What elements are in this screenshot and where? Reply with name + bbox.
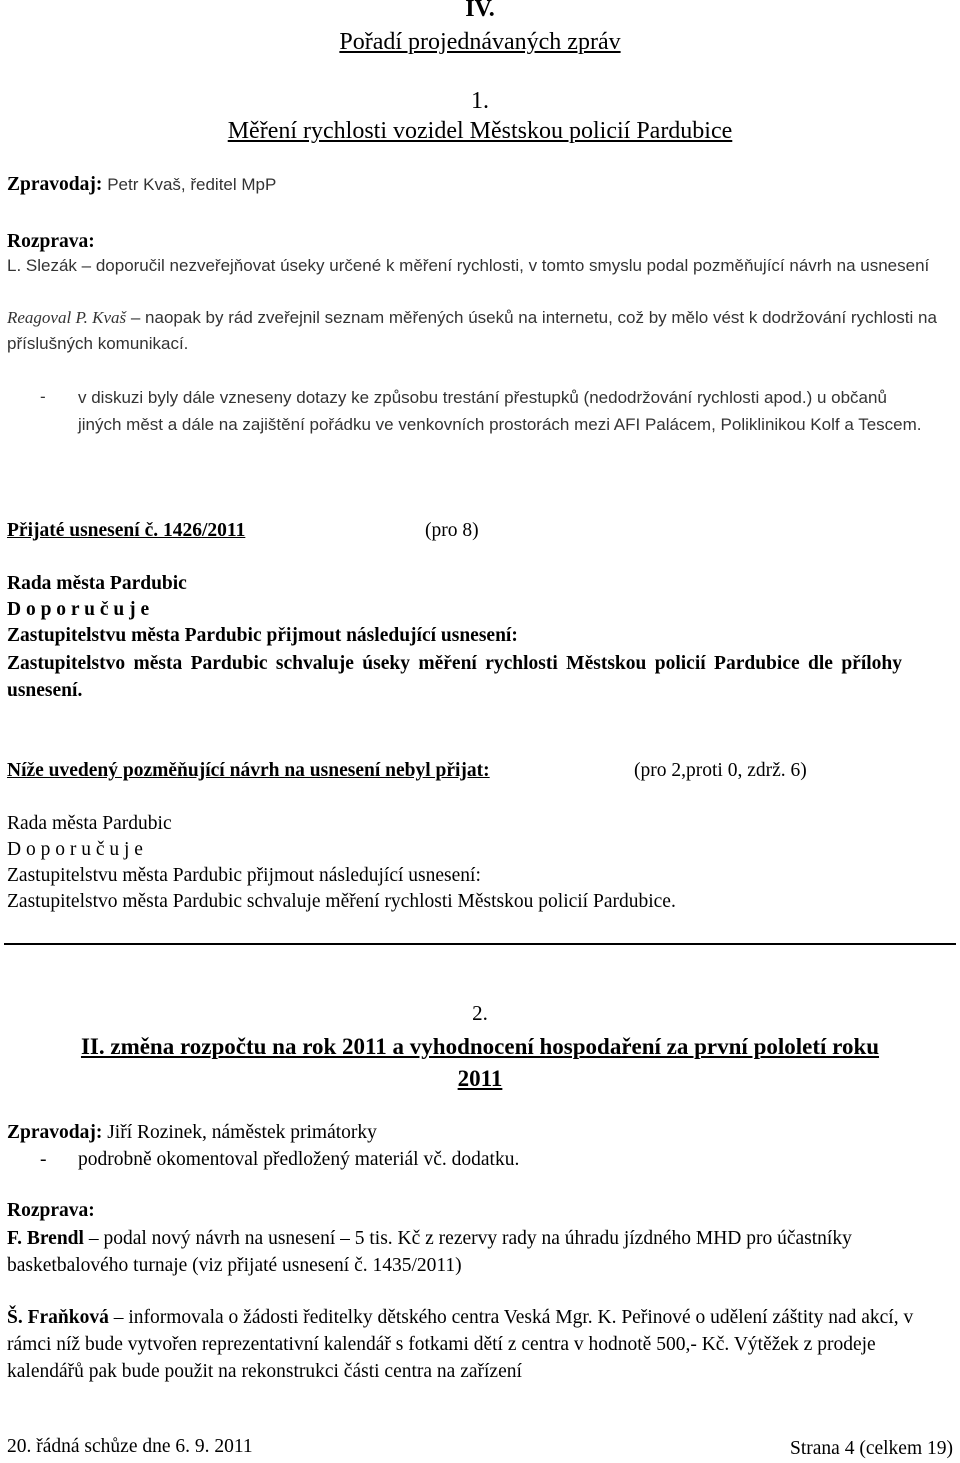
item2-reporter-row [7,1120,953,1146]
doporucuje-line-2: D o p o r u č u j e [7,839,143,860]
doporucuje-line: D o p o r u č u j e [7,599,150,620]
reporter-name-2: Jiří Rozinek, náměstek primátorky [107,1122,377,1143]
item1-title: Měření rychlosti vozidel Městskou policií Pardubice [227,118,733,144]
frankova-text: – informovala o žádosti ředitelky dětského centra Veská Mgr. K. Peřinové o udělení záštity nad akcí, v rámci níž bude vytvořen reprezentativní kalendář s fotkami dětí z centra v hodnotě 500,- Kč. Výtěžek z prodeje kalendářů pak bude použit na rekonstrukci části centra na zařízení [7,1307,914,1382]
rada-line: Rada města Pardubic [7,573,187,594]
item2-title-line2: 2011 [457,1066,503,1091]
section-number: IV. [465,0,495,22]
debate-paragraph-2 [7,305,950,357]
brendl-text: – podal nový návrh na usnesení – 5 tis. Kč z rezervy rady na úhradu jízdného MHD pro účastníky basketbalového turnaje (viz přijaté usnesení č. 1435/2011) [7,1228,852,1276]
footer-left: 20. řádná schůze dne 6. 9. 2011 [7,1436,253,1457]
bullet-dash-2: - [40,1149,47,1170]
footer-right: Strana 4 (celkem 19) [790,1438,953,1459]
frankova-paragraph [7,1304,930,1385]
reporter-label-2: Zpravodaj: [7,1122,103,1143]
section-divider [4,943,956,945]
rejected-row [7,758,953,784]
accepted-resolution-row [7,518,953,544]
accepted-vote: (pro 8) [425,520,479,541]
rada-line-2: Rada města Pardubic [7,813,172,834]
brendl-name: F. Brendl [7,1228,84,1249]
reporter-name: Petr Kvaš, ředitel MpP [107,175,277,194]
item2-bullet: podrobně okomentoval předložený materiál vč. dodatku. [78,1149,520,1170]
reagoval-text: – naopak by rád zveřejnil seznam měřených úseků na internetu, což by mělo vést k dodržování rychlosti na příslušných komunikací. [7,308,937,353]
item1-number: 1. [471,88,489,114]
item2-number: 2. [472,1001,488,1025]
frankova-name: Š. Fraňková [7,1307,109,1328]
discussion-bullet: v diskuzi byly dále vzneseny dotazy ke způsobu trestání přestupků (nedodržování rychlosti apod.) u občanů jiných měst a dále na zajištění pořádku ve venkovních prostorách mezi AFI Palácem, Poliklinikou Kolf a Tescem. [78,388,922,434]
reporter-label: Zpravodaj: [7,174,103,195]
brendl-paragraph [7,1225,930,1279]
zastupitelstvu-line-2: Zastupitelstvu města Pardubic přijmout následující usnesení: [7,865,481,886]
accepted-label: Přijaté usnesení č. 1426/2011 [7,520,246,541]
debate-label-2: Rozprava: [7,1200,95,1221]
debate-label: Rozprava: [7,231,95,252]
zastupitelstvu-line: Zastupitelstvu města Pardubic přijmout následující usnesení: [7,625,518,646]
item1-reporter-row [7,172,953,198]
reagoval-lead: Reagoval P. Kvaš [7,308,127,327]
resolution-text-2: Zastupitelstvo města Pardubic schvaluje měření rychlosti Městskou policií Pardubice. [7,891,676,912]
bullet-dash: - [40,387,46,406]
debate-paragraph-1: L. Slezák – doporučil nezveřejňovat úseky určené k měření rychlosti, v tomto smyslu podal pozměňující návrh na usnesení [7,256,930,275]
rejected-vote: (pro 2,proti 0, zdrž. 6) [634,760,807,781]
rejected-label: Níže uvedený pozměňující návrh na usnesení nebyl přijat: [7,760,490,781]
section-title: Pořadí projednávaných zpráv [339,29,621,55]
resolution-text: Zastupitelstvo města Pardubic schvaluje úseky měření rychlosti Městskou policií Pardubice dle přílohy usnesení. [7,653,902,701]
item2-title-line1: II. změna rozpočtu na rok 2011 a vyhodnocení hospodaření za první pololetí roku [80,1034,880,1059]
